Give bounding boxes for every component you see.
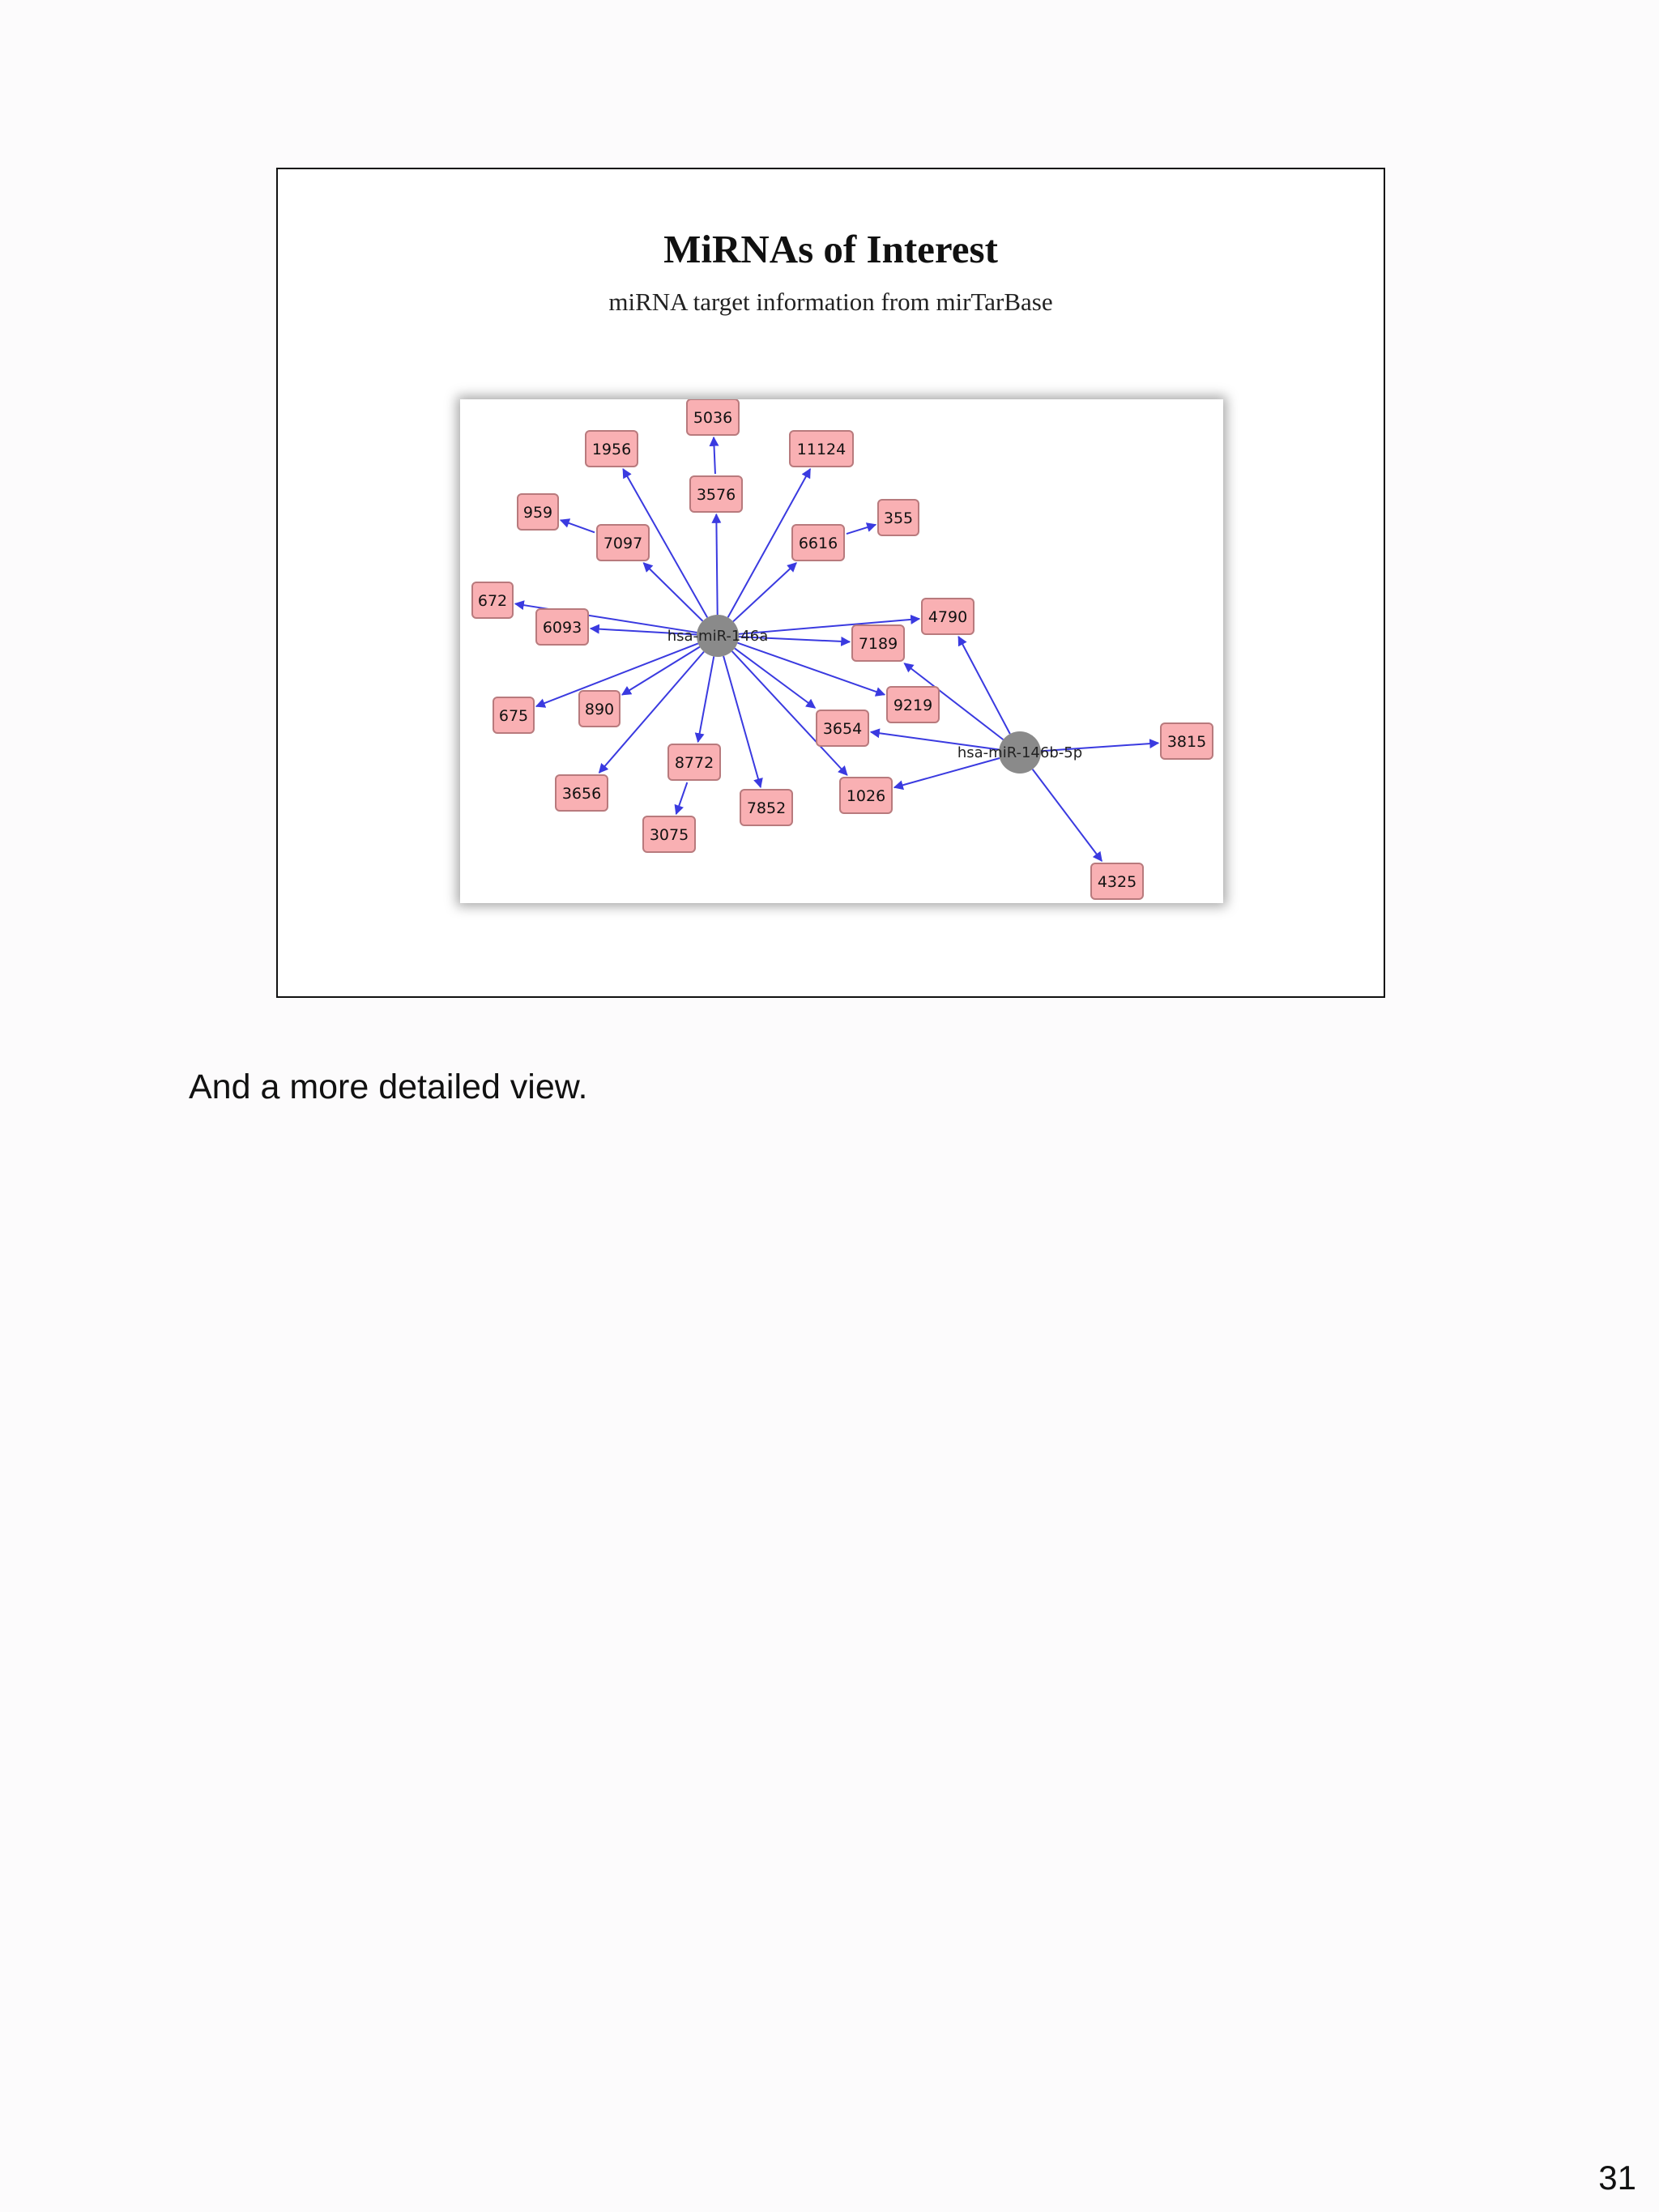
target-node-label: 6616 bbox=[798, 535, 838, 552]
edge-hsa-miR-146b-5p-to-4790 bbox=[958, 637, 1010, 734]
slide-subtitle: miRNA target information from mirTarBase bbox=[608, 288, 1053, 316]
target-node-label: 8772 bbox=[674, 754, 714, 772]
edge-7097-to-959 bbox=[561, 520, 595, 532]
network-diagram bbox=[460, 399, 1223, 903]
target-node-3656 bbox=[556, 775, 608, 811]
target-node-9219 bbox=[887, 687, 939, 722]
target-node-6616 bbox=[792, 525, 844, 560]
edge-hsa-miR-146a-to-8772 bbox=[698, 657, 714, 742]
target-node-672 bbox=[472, 582, 513, 618]
target-node-label: 4325 bbox=[1097, 873, 1137, 891]
target-node-3654 bbox=[817, 710, 868, 746]
page-number: 31 bbox=[1598, 2159, 1636, 2197]
target-node-11124 bbox=[790, 431, 853, 467]
target-node-3815 bbox=[1161, 723, 1213, 759]
target-node-label: 3576 bbox=[696, 486, 736, 504]
caption-text: And a more detailed view. bbox=[189, 1068, 588, 1106]
target-node-label: 3075 bbox=[649, 826, 689, 844]
hub-node-label: hsa-miR-146b-5p bbox=[957, 744, 1083, 761]
target-node-7852 bbox=[740, 790, 792, 825]
target-node-8772 bbox=[668, 744, 720, 780]
target-node-7097 bbox=[597, 525, 649, 560]
hub-node-hsa-miR-146b-5p bbox=[957, 731, 1082, 774]
edge-3576-to-5036 bbox=[714, 437, 715, 474]
target-node-label: 672 bbox=[477, 592, 508, 610]
target-node-label: 675 bbox=[498, 707, 529, 725]
target-node-label: 355 bbox=[883, 509, 914, 527]
target-node-label: 1026 bbox=[846, 787, 886, 805]
target-node-6093 bbox=[536, 609, 588, 645]
edge-hsa-miR-146b-5p-to-4325 bbox=[1033, 769, 1102, 861]
target-node-label: 959 bbox=[522, 504, 553, 522]
edge-8772-to-3075 bbox=[676, 782, 688, 814]
slide-title: MiRNAs of Interest bbox=[663, 227, 998, 271]
target-node-label: 5036 bbox=[693, 409, 733, 427]
target-node-355 bbox=[878, 500, 919, 535]
hub-node-label: hsa-miR-146a bbox=[667, 628, 769, 645]
target-node-label: 11124 bbox=[796, 441, 847, 458]
edge-6616-to-355 bbox=[847, 525, 876, 534]
target-node-label: 9219 bbox=[893, 697, 933, 714]
hub-node-hsa-miR-146a bbox=[667, 615, 769, 657]
target-node-label: 7189 bbox=[858, 635, 898, 653]
edge-hsa-miR-146a-to-7097 bbox=[643, 563, 702, 621]
target-node-1026 bbox=[840, 778, 892, 813]
target-node-label: 3815 bbox=[1166, 733, 1207, 751]
target-node-label: 6093 bbox=[542, 619, 582, 637]
target-node-label: 1956 bbox=[591, 441, 632, 458]
target-node-label: 3656 bbox=[561, 785, 602, 803]
target-node-7189 bbox=[852, 625, 904, 661]
target-node-3075 bbox=[643, 816, 695, 852]
target-node-3576 bbox=[690, 476, 742, 512]
target-node-label: 890 bbox=[584, 701, 615, 718]
target-node-4790 bbox=[922, 599, 974, 634]
target-node-label: 7097 bbox=[603, 535, 643, 552]
slide-frame bbox=[276, 168, 1385, 998]
edge-hsa-miR-146b-5p-to-1026 bbox=[894, 758, 1000, 787]
target-node-label: 4790 bbox=[928, 608, 968, 626]
target-node-5036 bbox=[687, 399, 739, 435]
target-node-1956 bbox=[586, 431, 638, 467]
target-node-890 bbox=[579, 691, 620, 727]
edge-hsa-miR-146a-to-3576 bbox=[716, 514, 717, 615]
target-node-label: 7852 bbox=[746, 799, 787, 817]
target-node-label: 3654 bbox=[822, 720, 863, 738]
target-node-959 bbox=[518, 494, 558, 530]
target-node-675 bbox=[493, 697, 534, 733]
edge-hsa-miR-146a-to-3654 bbox=[735, 648, 815, 708]
target-node-4325 bbox=[1091, 863, 1143, 899]
